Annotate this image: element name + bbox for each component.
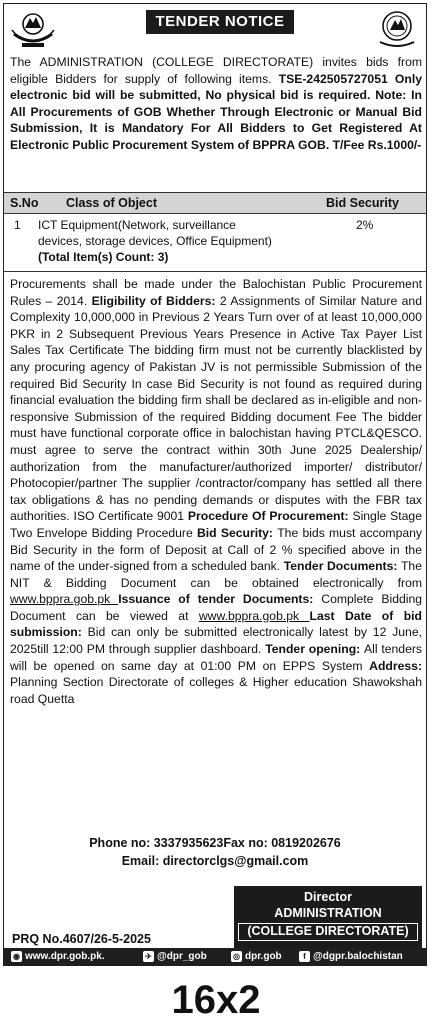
body-address: Planning Section Directorate of colleges & Higher education Shawokshah road Quetta [10,675,422,706]
table-row [4,213,426,272]
intro-paragraph [10,54,422,153]
bppra-link[interactable]: www.bppra.gob.pk [10,592,119,607]
intro-note: TSE-242505727051 Only electronic bid will be submitted, No physical bid is required. Note: In All Procurements of GOB Whether Through Electronic or Manual Bid Submission, It is Mandatory For All Bidders to Get Registered At Electronic Public Procurement System of BPPRA GOB. T/Fee Rs.1000/- [10,71,422,152]
items-table-header [4,192,426,214]
footer-twitter-label: @dpr_gob [157,951,207,962]
director-department: ADMINISTRATION [274,905,382,920]
heading-address: Address: [369,658,422,673]
twitter-icon: ✈ [143,951,154,962]
director-signature-block [234,886,422,952]
body-bid-security: The bids must accompany Bid Security in the form of Deposit at Call of 2 % specified above in the name of the under-signed from a scheduled bank. [10,525,422,574]
body-eligibility: 2 Assignments of Similar Nature and Complexity 10,000,000 in Previous 2 Years Turn over of at least 10,000,000 PKR in 2 Subsequent Previous Years Presence in Active Tax Payer List Sales Tax Certificate The bidding firm must not be currently blacklisted by any procuring agency of Pakistan JV is not permissible Submission of the required Bid Security In case Bid Security is not found as required during financial evaluation the bidding firm shall be declared as in-eligible and non-responsive Submission of the required Bidding document Fee The bidder must have functional corporate office in balochistan having PTCL&QESCO. must agree to serve the contract within 30th June 2025 Dealership/ authorization from the manufacturer/authorized importer/ distributor/ Photocopier/partner The supplier /contractor/company has settled all there tax obligations & has no pending demands or disputes with the FBR tax authorities. ISO Certificate 9001 [10,293,422,524]
body-tender-documents: The NIT & Bidding Document can be obtained electronically from [10,559,422,590]
footer-facebook-label: @dgpr.balochistan [313,951,403,962]
body-rules: Procurements shall be made under the Balochistan Public Procurement Rules – 2014. [10,277,422,308]
heading-issuance: Issuance of tender Documents: [118,592,322,607]
row-item-count: (Total Item(s) Count: 3) [38,250,169,264]
instagram-icon: ◎ [231,951,242,962]
director-office: (COLLEGE DIRECTORATE) [238,923,418,941]
government-emblem-icon [8,8,58,52]
heading-procedure: Procedure Of Procurement: [187,509,353,524]
body-procedure: Single Stage Two Envelope Bidding Procedure [10,509,422,540]
phone-fax: Phone no: 3337935623Fax no: 0819202676 [89,836,341,850]
notice-title: TENDER NOTICE [146,10,294,34]
intro-text: The ADMINISTRATION (COLLEGE DIRECTORATE) invites bids from eligible Bidders for supply of following items. [10,55,422,86]
header [4,4,426,56]
heading-last-date: Last Date of bid submission: [10,608,422,640]
row-sno: 1 [14,218,21,232]
email-address: Email: directorclgs@gmail.com [121,854,309,868]
footer-web[interactable] [11,948,105,966]
heading-bid-security: Bid Security: [196,525,278,540]
row-item [38,217,318,265]
footer-web-label: www.dpr.gob.pk. [25,951,105,962]
body-issuance: Complete Bidding Document can be viewed at [10,592,423,623]
heading-tender-documents: Tender Documents: [283,559,401,574]
notice-frame [3,3,427,963]
directorate-emblem-icon [372,8,422,52]
col-class-of-object: Class of Object [66,196,157,210]
footer-instagram[interactable] [231,948,282,966]
heading-tender-opening: Tender opening: [265,642,364,657]
body-tender-opening: All tenders will be opened on same day at 01:00 PM on EPPS System [10,642,422,673]
body-last-date: Bid can only be submitted electronically latest by 12 June, 2025till 12:00 PM through supplier dashboard. [10,625,422,657]
tender-body-text [10,276,422,707]
footer-twitter[interactable] [143,948,207,966]
director-title: Director [304,890,352,904]
col-sno: S.No [10,196,39,210]
heading-eligibility: Eligibility of Bidders: [91,293,220,308]
col-bid-security: Bid Security [326,196,399,210]
ad-size-label: 16x2 [171,978,261,1022]
row-bid-security: 2% [356,218,374,232]
social-footer [3,948,427,966]
footer-facebook[interactable] [299,948,403,966]
bppra-link-2[interactable]: www.bppra.gob.pk [198,608,310,623]
facebook-icon: f [299,951,310,962]
globe-icon: ◉ [11,951,22,962]
footer-instagram-label: dpr.gob [245,951,282,962]
row-item-line2: devices, storage devices, Office Equipment) [38,234,272,248]
prq-number: PRQ No.4607/26-5-2025 [12,932,151,946]
row-item-line1: ICT Equipment(Network, surveillance [38,218,236,232]
